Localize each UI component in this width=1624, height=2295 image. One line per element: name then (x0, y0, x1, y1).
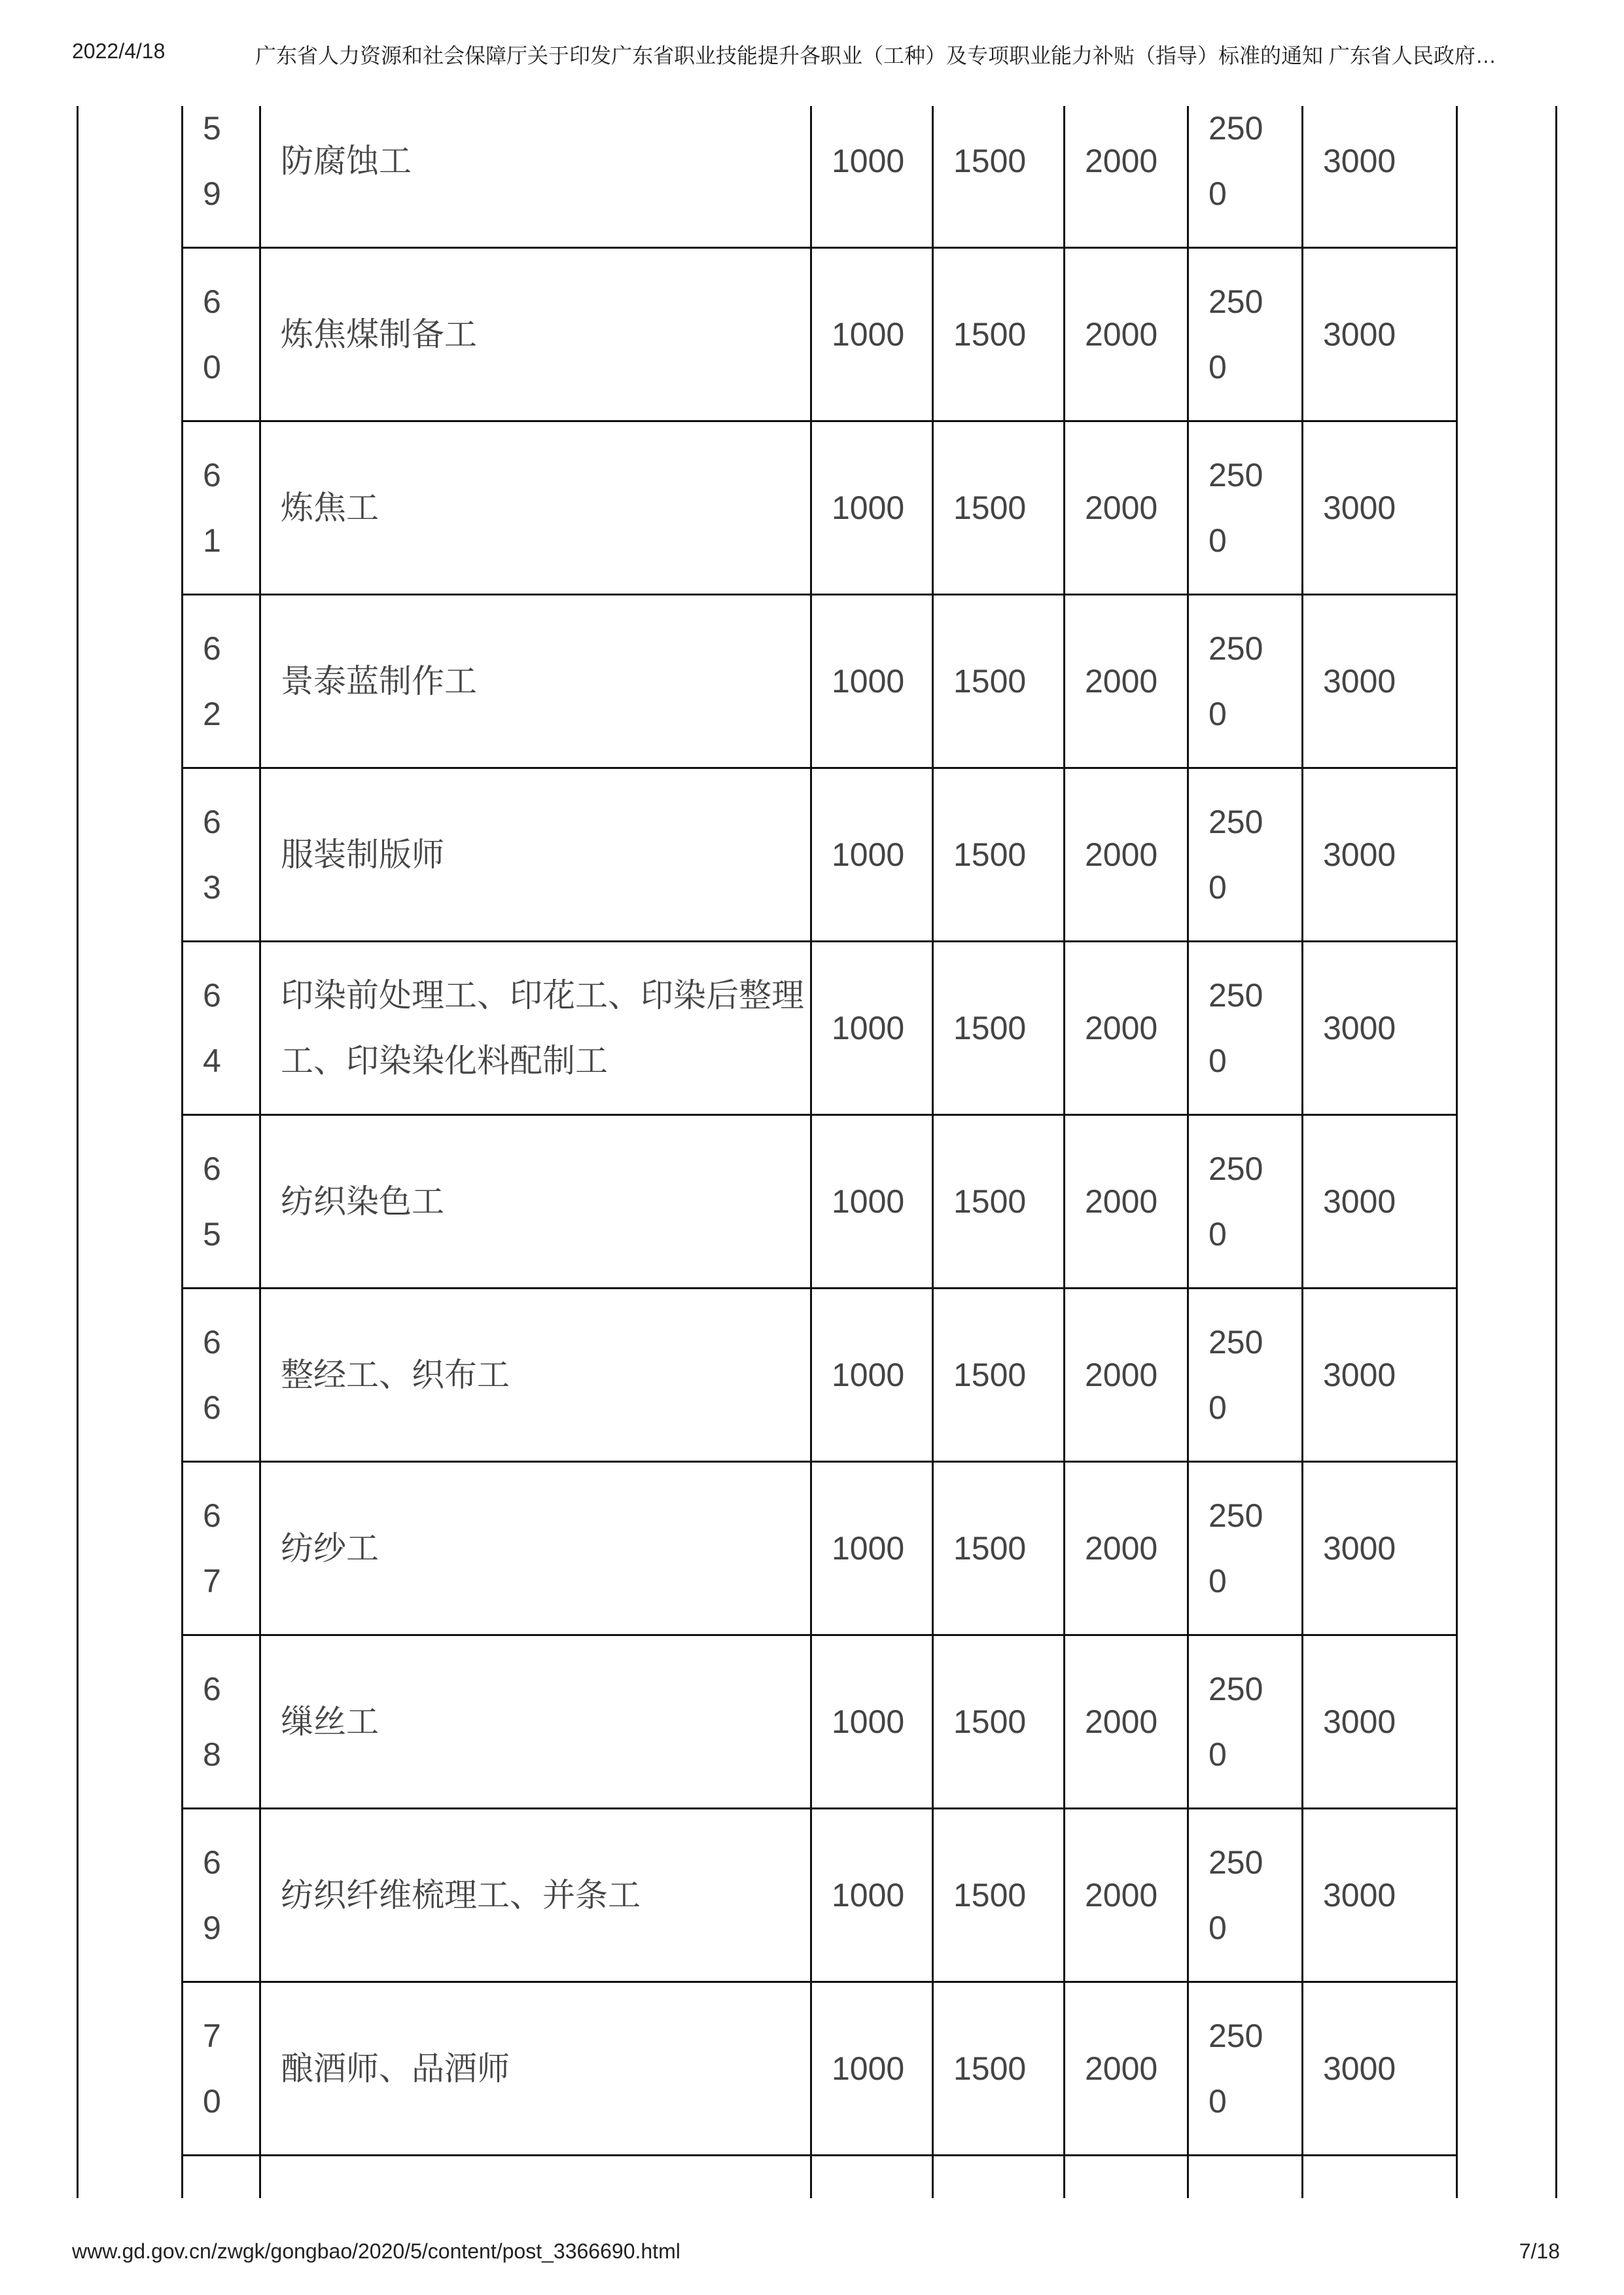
subsidy-amount: 1000 (832, 1183, 905, 1220)
table-row (183, 1982, 1458, 2156)
subsidy-amount-cell (1065, 1462, 1188, 1635)
subsidy-amount: 2500 (1209, 1150, 1263, 1253)
subsidy-amount: 1500 (953, 489, 1027, 526)
subsidy-amount: 1000 (832, 1877, 905, 1913)
table-row-partial (183, 2156, 1458, 2199)
subsidy-amount: 1000 (832, 836, 905, 873)
subsidy-amount: 1000 (832, 1703, 905, 1740)
subsidy-amount: 2500 (1209, 1324, 1263, 1426)
subsidy-amount-cell (811, 1809, 933, 1982)
occupation-name: 纺织纤维梳理工、并条工 (281, 1877, 641, 1913)
subsidy-amount: 2000 (1085, 489, 1158, 526)
subsidy-amount-cell (1188, 1635, 1303, 1809)
subsidy-amount: 2500 (1209, 283, 1263, 385)
subsidy-amount: 1500 (953, 1530, 1027, 1567)
subsidy-amount: 2500 (1209, 630, 1263, 732)
table-row (183, 1635, 1458, 1809)
subsidy-amount-cell (811, 1462, 933, 1635)
subsidy-amount-cell (811, 595, 933, 768)
subsidy-amount-cell (1188, 1982, 1303, 2156)
table-row (183, 768, 1458, 942)
subsidy-amount-cell (811, 942, 933, 1115)
subsidy-amount: 3000 (1323, 1877, 1396, 1913)
subsidy-amount-cell (1065, 1289, 1188, 1462)
subsidy-amount: 2000 (1085, 1877, 1158, 1913)
subsidy-amount-cell (1065, 595, 1188, 768)
subsidy-amount-cell (1303, 421, 1457, 595)
row-number: 62 (203, 630, 221, 732)
subsidy-amount: 2000 (1085, 1010, 1158, 1046)
subsidy-amount: 2500 (1209, 804, 1263, 906)
row-number-cell (183, 106, 260, 248)
row-number-cell (183, 1635, 260, 1809)
subsidy-amount: 3000 (1323, 663, 1396, 700)
empty-cell (183, 2156, 260, 2199)
subsidy-amount: 1000 (832, 1010, 905, 1046)
subsidy-amount-cell (933, 1115, 1065, 1289)
subsidy-amount: 1000 (832, 663, 905, 700)
subsidy-amount: 1000 (832, 143, 905, 179)
subsidy-amount-cell (1303, 1115, 1457, 1289)
table-row (183, 595, 1458, 768)
subsidy-amount: 2000 (1085, 1357, 1158, 1393)
occupation-name-cell (260, 942, 811, 1115)
subsidy-amount-cell (933, 1462, 1065, 1635)
row-number: 68 (203, 1671, 221, 1773)
subsidy-amount: 1500 (953, 1877, 1027, 1913)
subsidy-amount: 1500 (953, 2050, 1027, 2087)
row-number: 66 (203, 1324, 221, 1426)
subsidy-amount-cell (933, 106, 1065, 248)
empty-cell (933, 2156, 1065, 2199)
occupation-name: 景泰蓝制作工 (281, 663, 477, 700)
subsidy-amount-cell (1188, 1289, 1303, 1462)
empty-cell (811, 2156, 933, 2199)
subsidy-amount: 2000 (1085, 1183, 1158, 1220)
subsidy-amount-cell (1065, 106, 1188, 248)
subsidy-amount-cell (933, 1809, 1065, 1982)
subsidy-amount: 1500 (953, 663, 1027, 700)
page-number: 7/18 (1519, 2239, 1560, 2263)
subsidy-amount-cell (1303, 1635, 1457, 1809)
subsidy-amount: 2000 (1085, 143, 1158, 179)
occupation-name: 炼焦工 (281, 489, 379, 526)
subsidy-amount-cell (1303, 248, 1457, 421)
subsidy-amount-cell (811, 421, 933, 595)
occupation-name-cell (260, 1809, 811, 1982)
subsidy-amount-cell (1188, 248, 1303, 421)
occupation-name-cell (260, 595, 811, 768)
occupation-name-cell (260, 1289, 811, 1462)
subsidy-amount-cell (1188, 942, 1303, 1115)
row-number: 60 (203, 283, 221, 385)
subsidy-amount: 2000 (1085, 1530, 1158, 1567)
subsidy-amount: 3000 (1323, 1183, 1396, 1220)
subsidy-amount: 3000 (1323, 2050, 1396, 2087)
subsidy-amount: 3000 (1323, 316, 1396, 353)
occupation-name: 酿酒师、品酒师 (281, 2050, 510, 2087)
subsidy-amount-cell (933, 942, 1065, 1115)
subsidy-amount: 1500 (953, 1357, 1027, 1393)
subsidy-amount: 2500 (1209, 1671, 1263, 1773)
occupation-name: 缫丝工 (281, 1703, 379, 1740)
subsidy-amount: 3000 (1323, 143, 1396, 179)
row-number-cell (183, 1982, 260, 2156)
occupation-name: 纺织染色工 (281, 1183, 444, 1220)
subsidy-amount-cell (1188, 768, 1303, 942)
subsidy-amount-cell (1303, 106, 1457, 248)
subsidy-amount-cell (1303, 1982, 1457, 2156)
subsidy-amount: 3000 (1323, 1703, 1396, 1740)
table-row (183, 1115, 1458, 1289)
subsidy-amount: 3000 (1323, 1530, 1396, 1567)
page-title: 广东省人力资源和社会保障厅关于印发广东省职业技能提升各职业（工种）及专项职业能力补贴（指导）标准的通知 广东省人民政府… (255, 44, 1496, 67)
empty-cell (1303, 2156, 1457, 2199)
row-number: 63 (203, 804, 221, 906)
subsidy-amount: 2500 (1209, 110, 1263, 212)
subsidy-table (181, 106, 1458, 2198)
subsidy-amount: 2000 (1085, 2050, 1158, 2087)
subsidy-amount-cell (1065, 1809, 1188, 1982)
subsidy-amount-cell (933, 768, 1065, 942)
subsidy-amount-cell (1188, 106, 1303, 248)
row-number-cell (183, 1809, 260, 1982)
subsidy-amount-cell (811, 1635, 933, 1809)
subsidy-amount: 3000 (1323, 489, 1396, 526)
subsidy-amount: 1500 (953, 1703, 1027, 1740)
subsidy-amount: 2500 (1209, 1497, 1263, 1599)
subsidy-amount-cell (1188, 595, 1303, 768)
row-number: 64 (203, 977, 221, 1079)
occupation-name-cell (260, 768, 811, 942)
subsidy-amount-cell (1065, 1982, 1188, 2156)
subsidy-amount-cell (1188, 421, 1303, 595)
table-row (183, 106, 1458, 248)
subsidy-amount-cell (933, 421, 1065, 595)
subsidy-amount-cell (1065, 1635, 1188, 1809)
subsidy-amount-cell (933, 1982, 1065, 2156)
subsidy-amount-cell (811, 1982, 933, 2156)
subsidy-amount: 1000 (832, 1530, 905, 1567)
row-number: 65 (203, 1150, 221, 1253)
subsidy-amount-cell (1188, 1462, 1303, 1635)
subsidy-amount-cell (933, 1635, 1065, 1809)
row-number-cell (183, 768, 260, 942)
row-number-cell (183, 942, 260, 1115)
page-url: www.gd.gov.cn/zwgk/gongbao/2020/5/content/post_3366690.html (72, 2239, 680, 2263)
subsidy-amount: 2000 (1085, 836, 1158, 873)
subsidy-amount: 1000 (832, 2050, 905, 2087)
occupation-name: 印染前处理工、印花工、印染后整理工、印染染化料配制工 (281, 977, 804, 1079)
occupation-name-cell (260, 1982, 811, 2156)
empty-cell (1065, 2156, 1188, 2199)
subsidy-amount: 2000 (1085, 1703, 1158, 1740)
row-number: 69 (203, 1844, 221, 1946)
subsidy-amount-cell (933, 595, 1065, 768)
occupation-name: 纺纱工 (281, 1530, 379, 1567)
row-number: 70 (203, 2018, 221, 2120)
subsidy-amount-cell (1188, 1809, 1303, 1982)
subsidy-amount: 1000 (832, 489, 905, 526)
table-row (183, 942, 1458, 1115)
subsidy-amount-cell (811, 106, 933, 248)
subsidy-amount: 1000 (832, 1357, 905, 1393)
occupation-name: 服装制版师 (281, 836, 444, 873)
occupation-name-cell (260, 106, 811, 248)
subsidy-amount: 1500 (953, 143, 1027, 179)
subsidy-amount-cell (811, 768, 933, 942)
subsidy-amount-cell (1303, 1462, 1457, 1635)
occupation-name-cell (260, 421, 811, 595)
table-row (183, 421, 1458, 595)
subsidy-amount: 1000 (832, 316, 905, 353)
empty-cell (1188, 2156, 1303, 2199)
table-row (183, 248, 1458, 421)
subsidy-amount-cell (1303, 595, 1457, 768)
row-number-cell (183, 421, 260, 595)
subsidy-amount: 3000 (1323, 836, 1396, 873)
occupation-name: 防腐蚀工 (281, 143, 412, 179)
subsidy-amount-cell (1065, 248, 1188, 421)
occupation-name: 炼焦煤制备工 (281, 316, 477, 353)
row-number-cell (183, 248, 260, 421)
row-number-cell (183, 1462, 260, 1635)
subsidy-amount-cell (1303, 768, 1457, 942)
subsidy-amount-cell (1065, 421, 1188, 595)
subsidy-amount-cell (1303, 1289, 1457, 1462)
page-border-left (77, 106, 79, 2198)
subsidy-amount: 2500 (1209, 1844, 1263, 1946)
subsidy-amount: 2500 (1209, 977, 1263, 1079)
occupation-name: 整经工、织布工 (281, 1357, 510, 1393)
subsidy-amount: 3000 (1323, 1010, 1396, 1046)
row-number-cell (183, 1289, 260, 1462)
subsidy-amount-cell (933, 1289, 1065, 1462)
table-row (183, 1809, 1458, 1982)
subsidy-amount: 3000 (1323, 1357, 1396, 1393)
occupation-name-cell (260, 1115, 811, 1289)
subsidy-table-container (181, 106, 1458, 2198)
row-number-cell (183, 595, 260, 768)
page-border-right (1555, 106, 1557, 2198)
subsidy-amount: 2000 (1085, 316, 1158, 353)
subsidy-amount: 2000 (1085, 663, 1158, 700)
subsidy-amount-cell (1188, 1115, 1303, 1289)
print-date: 2022/4/18 (72, 39, 166, 63)
row-number: 67 (203, 1497, 221, 1599)
occupation-name-cell (260, 248, 811, 421)
subsidy-amount-cell (933, 248, 1065, 421)
subsidy-amount: 1500 (953, 316, 1027, 353)
table-row (183, 1289, 1458, 1462)
subsidy-amount-cell (811, 1289, 933, 1462)
row-number: 61 (203, 457, 221, 559)
subsidy-amount: 2500 (1209, 2018, 1263, 2120)
table-row (183, 1462, 1458, 1635)
subsidy-amount-cell (1303, 942, 1457, 1115)
subsidy-amount: 1500 (953, 1183, 1027, 1220)
occupation-name-cell (260, 1635, 811, 1809)
empty-cell (260, 2156, 811, 2199)
subsidy-amount: 2500 (1209, 457, 1263, 559)
row-number: 59 (203, 110, 221, 212)
subsidy-amount: 1500 (953, 836, 1027, 873)
subsidy-amount-cell (1065, 768, 1188, 942)
subsidy-amount-cell (1065, 1115, 1188, 1289)
subsidy-amount-cell (1065, 942, 1188, 1115)
occupation-name-cell (260, 1462, 811, 1635)
subsidy-amount-cell (811, 1115, 933, 1289)
subsidy-amount: 1500 (953, 1010, 1027, 1046)
row-number-cell (183, 1115, 260, 1289)
subsidy-amount-cell (811, 248, 933, 421)
subsidy-amount-cell (1303, 1809, 1457, 1982)
